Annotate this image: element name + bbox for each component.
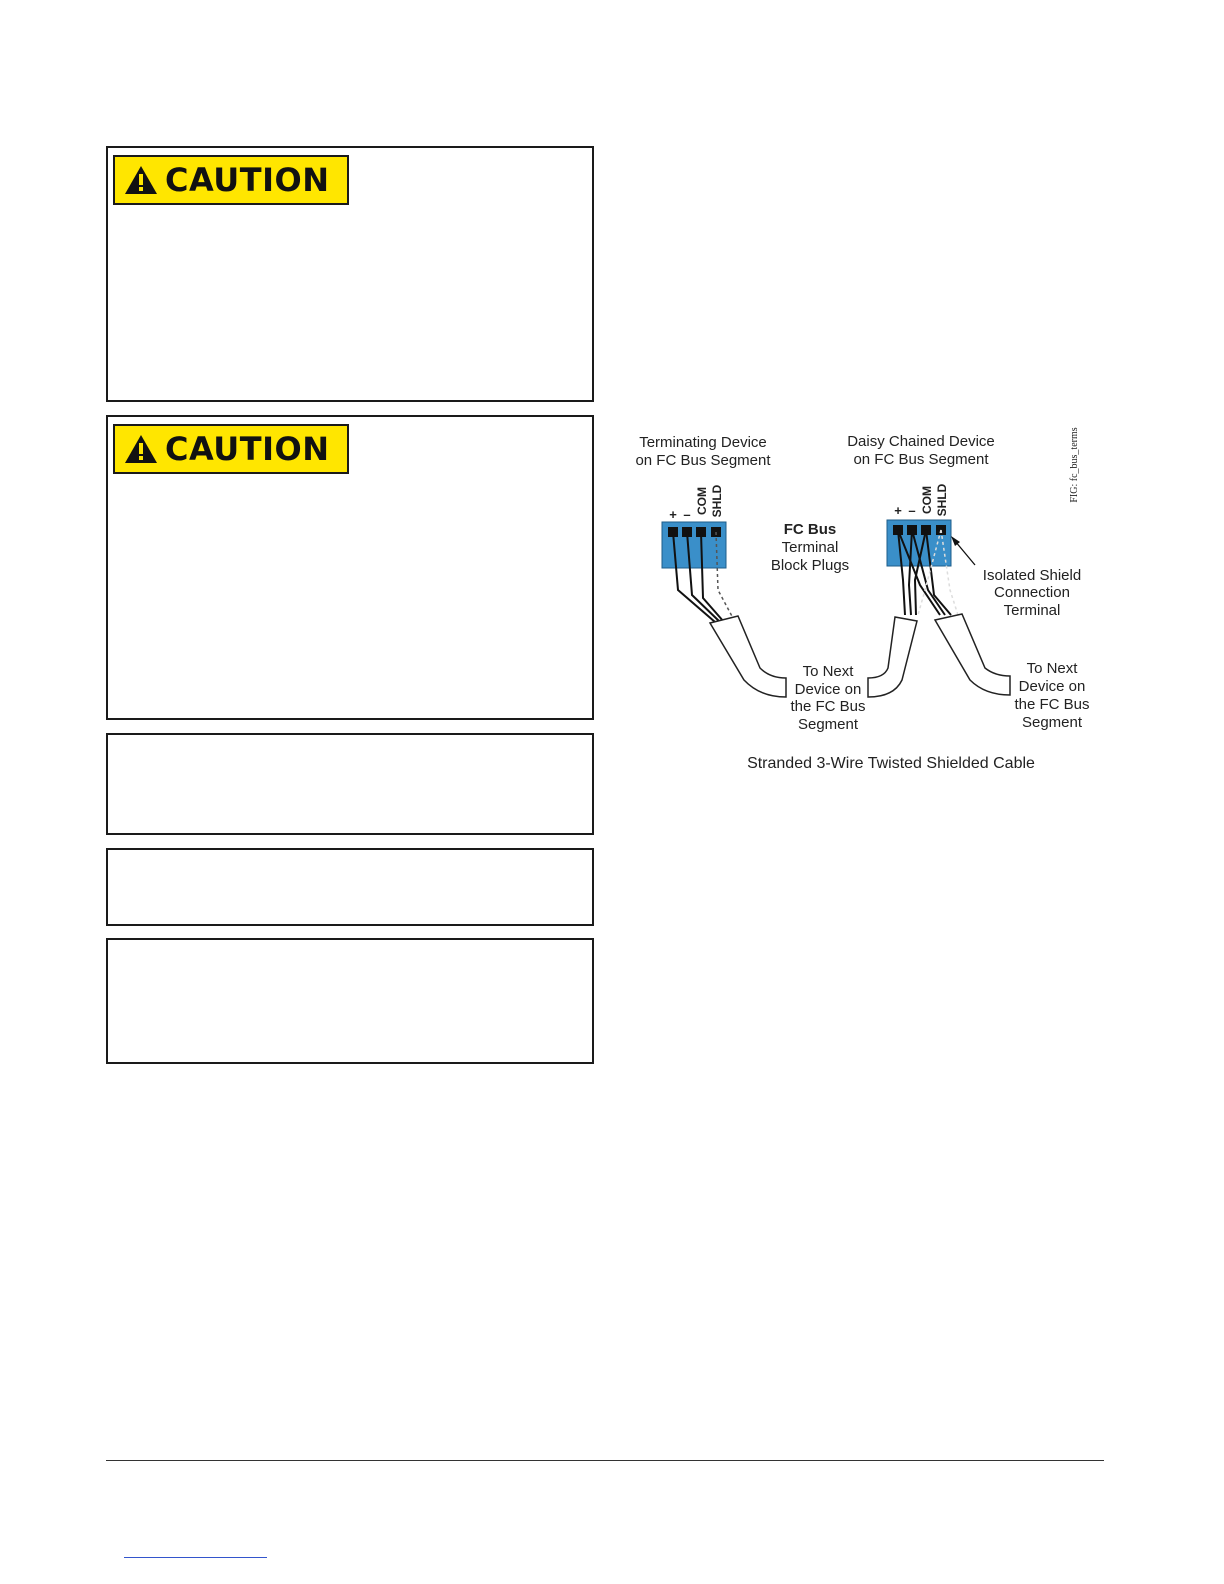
note-box-2	[106, 848, 594, 926]
caution-box-2	[106, 415, 594, 720]
isolated-shield-label-line3: Terminal	[1003, 602, 1061, 619]
fc-bus-wiring-diagram	[620, 420, 1100, 790]
terminal-label-plus: +	[669, 507, 677, 522]
fc-bus-label: FC Bus	[783, 521, 837, 538]
to-next-right-line4: Segment	[1021, 714, 1083, 731]
right-cable-1	[868, 617, 917, 697]
terminal-block-label-line1: Terminal	[781, 539, 839, 556]
daisy-chained-label-line2: on FC Bus Segment	[853, 451, 989, 468]
footer-rule	[106, 1460, 1104, 1461]
to-next-left-line4: Segment	[797, 716, 859, 733]
isolated-shield-label-line1: Isolated Shield	[982, 567, 1082, 584]
caution-text: CAUTION	[165, 430, 330, 468]
to-next-left-line3: the FC Bus	[790, 698, 866, 715]
to-next-left-line2: Device on	[794, 681, 862, 698]
terminal-label-com: COM	[920, 486, 934, 514]
warning-triangle-icon	[123, 433, 159, 465]
cable-caption: Stranded 3-Wire Twisted Shielded Cable	[747, 755, 1035, 772]
left-cable	[710, 616, 786, 697]
right-cable-2	[935, 614, 1010, 695]
terminal-block-label-line2: Block Plugs	[770, 557, 850, 574]
caution-box-1	[106, 146, 594, 402]
isolated-shield-label-line2: Connection	[994, 584, 1070, 601]
terminal-label-shld: SHLD	[710, 484, 724, 518]
caution-label	[113, 424, 349, 474]
to-next-right-line3: the FC Bus	[1014, 696, 1090, 713]
to-next-right-line1: To Next	[1026, 660, 1078, 677]
to-next-left-line1: To Next	[802, 663, 854, 680]
terminal-label-shld: SHLD	[935, 483, 949, 517]
warning-triangle-icon	[123, 164, 159, 196]
caution-label	[113, 155, 349, 205]
note-box-3	[106, 938, 594, 1064]
note-box-1	[106, 733, 594, 835]
to-next-right-line2: Device on	[1018, 678, 1086, 695]
caution-text: CAUTION	[165, 161, 330, 199]
terminal-label-plus: +	[894, 503, 902, 518]
daisy-chained-label-line1: Daisy Chained Device	[847, 433, 995, 450]
terminating-device-label-line2: on FC Bus Segment	[635, 452, 771, 469]
terminal-label-minus: –	[683, 507, 691, 522]
terminal-label-minus: –	[908, 503, 916, 518]
isolated-shield-arrow	[951, 536, 975, 565]
terminating-device-label-line1: Terminating Device	[639, 434, 767, 451]
terminal-label-com: COM	[695, 487, 709, 515]
footer-link[interactable]	[124, 1557, 267, 1558]
fig-id: FIG: fc_bus_terms	[1069, 427, 1080, 503]
